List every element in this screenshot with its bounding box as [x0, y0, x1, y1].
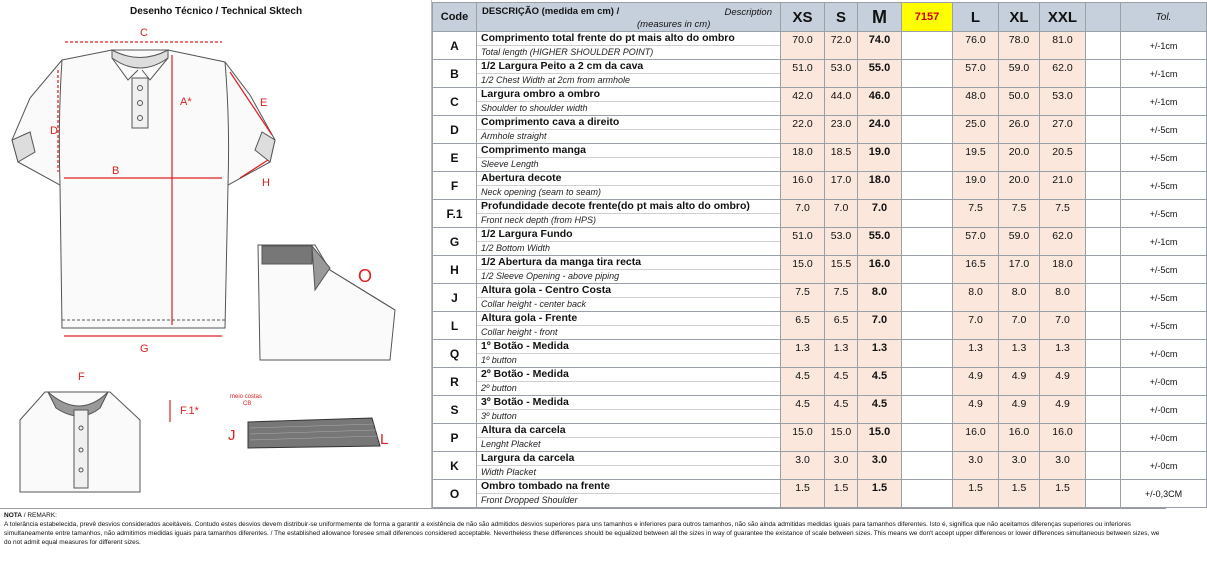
- row-description: [477, 368, 781, 396]
- value-l: 25.0: [953, 116, 999, 144]
- description-en: Sleeve Length: [481, 159, 539, 169]
- row-description: [477, 116, 781, 144]
- value-m: 3.0: [858, 452, 902, 480]
- value-m: 8.0: [858, 284, 902, 312]
- value-tolerance: +/-1cm: [1121, 88, 1207, 116]
- description-pt: Altura gola - Centro Costa: [477, 284, 780, 298]
- value-l: 3.0: [953, 452, 999, 480]
- header-blank: [1086, 3, 1121, 32]
- value-xxl: 4.9: [1040, 396, 1086, 424]
- row-description: [477, 424, 781, 452]
- value-m: 55.0: [858, 228, 902, 256]
- value-xxl: 3.0: [1040, 452, 1086, 480]
- row-code: P: [433, 424, 477, 452]
- row-description: [477, 340, 781, 368]
- value-l: 7.0: [953, 312, 999, 340]
- spec-table: [432, 2, 1207, 508]
- value-l: 57.0: [953, 60, 999, 88]
- table-row: [433, 424, 1207, 452]
- value-7157: [902, 480, 953, 508]
- value-xl: 1.5: [999, 480, 1040, 508]
- value-l: 19.0: [953, 172, 999, 200]
- table-row: [433, 480, 1207, 508]
- value-xl: 17.0: [999, 256, 1040, 284]
- value-s: 44.0: [825, 88, 858, 116]
- value-blank: [1086, 424, 1121, 452]
- value-xs: 15.0: [781, 256, 825, 284]
- value-s: 3.0: [825, 452, 858, 480]
- value-blank: [1086, 228, 1121, 256]
- value-tolerance: +/-0,3CM: [1121, 480, 1207, 508]
- value-xs: 51.0: [781, 228, 825, 256]
- description-en: Collar height - front: [481, 327, 558, 337]
- value-s: 23.0: [825, 116, 858, 144]
- description-en: Lenght Placket: [481, 439, 541, 449]
- label-g: G: [140, 343, 149, 355]
- header-size-s: S: [825, 3, 858, 32]
- value-xxl: 62.0: [1040, 60, 1086, 88]
- table-row: [433, 396, 1207, 424]
- value-tolerance: +/-0cm: [1121, 452, 1207, 480]
- notes-section: [4, 511, 1162, 547]
- value-tolerance: +/-5cm: [1121, 284, 1207, 312]
- value-l: 57.0: [953, 228, 999, 256]
- row-code: L: [433, 312, 477, 340]
- value-7157: [902, 284, 953, 312]
- description-pt: 1/2 Largura Peito a 2 cm da cava: [477, 60, 780, 74]
- value-blank: [1086, 312, 1121, 340]
- value-xl: 1.3: [999, 340, 1040, 368]
- header-size-xs: XS: [781, 3, 825, 32]
- row-code: E: [433, 144, 477, 172]
- value-xxl: 53.0: [1040, 88, 1086, 116]
- value-s: 1.5: [825, 480, 858, 508]
- value-m: 15.0: [858, 424, 902, 452]
- description-pt: Altura gola - Frente: [477, 312, 780, 326]
- value-tolerance: +/-1cm: [1121, 60, 1207, 88]
- header-highlight-7157: 7157: [902, 3, 953, 32]
- label-meio-costas: meio costas: [230, 394, 263, 400]
- value-xs: 7.0: [781, 200, 825, 228]
- notes-text: A tolerância estabelecida, prevê desvios considerados aceitáveis. Contudo estes desvios devem distribuir-se uniformemente de forma a garantir a existência de não são admitidos desvios superiores para uns tamanhos e inferiores para outros tamanhos, não são ainda admitidas medidas iguais para tamanhos diferentes. Isto é, significa que não aceitamos diferenças superiores ou inferiores simultaneamente entre tamanhos, não admitimos medidas iguais para tamanhos diferentes. / The established allowance foresee small diferences considered acceptable. Nevertheless these differences should be equalized between all the sizes in way of guarantee the existance of scale between sizes. This means we don't accept upper differences or lower differences simultaneous between sizes, we do not admit equal measures for different sizes.: [4, 521, 1160, 546]
- value-s: 7.5: [825, 284, 858, 312]
- value-l: 19.5: [953, 144, 999, 172]
- value-xl: 16.0: [999, 424, 1040, 452]
- description-en: Collar height - center back: [481, 299, 587, 309]
- header-code: Code: [433, 3, 477, 32]
- value-m: 46.0: [858, 88, 902, 116]
- row-code: G: [433, 228, 477, 256]
- description-pt: 1/2 Abertura da manga tira recta: [477, 256, 780, 270]
- value-7157: [902, 396, 953, 424]
- notes-heading-en: / REMARK:: [21, 512, 57, 519]
- description-en: 3º button: [481, 411, 517, 421]
- value-s: 7.0: [825, 200, 858, 228]
- value-7157: [902, 312, 953, 340]
- value-blank: [1086, 480, 1121, 508]
- value-xl: 20.0: [999, 172, 1040, 200]
- value-blank: [1086, 200, 1121, 228]
- value-l: 8.0: [953, 284, 999, 312]
- value-xl: 4.9: [999, 368, 1040, 396]
- table-row: [433, 200, 1207, 228]
- label-e: E: [260, 97, 268, 109]
- label-a: A*: [180, 96, 192, 108]
- value-s: 53.0: [825, 60, 858, 88]
- sketch-title: Desenho Técnico / Technical Sktech: [130, 6, 303, 17]
- value-7157: [902, 256, 953, 284]
- description-en: 1/2 Sleeve Opening - above piping: [481, 271, 620, 281]
- value-xs: 1.5: [781, 480, 825, 508]
- header-size-xl: XL: [999, 3, 1040, 32]
- label-d: D: [50, 125, 58, 137]
- value-blank: [1086, 32, 1121, 60]
- description-pt: 3º Botão - Medida: [477, 396, 780, 410]
- value-s: 72.0: [825, 32, 858, 60]
- value-l: 1.3: [953, 340, 999, 368]
- value-s: 4.5: [825, 396, 858, 424]
- row-code: B: [433, 60, 477, 88]
- value-7157: [902, 228, 953, 256]
- description-pt: Comprimento manga: [477, 144, 780, 158]
- value-xl: 59.0: [999, 60, 1040, 88]
- table-row: [433, 60, 1207, 88]
- table-row: [433, 228, 1207, 256]
- value-blank: [1086, 284, 1121, 312]
- value-m: 4.5: [858, 396, 902, 424]
- table-row: [433, 256, 1207, 284]
- table-header: [433, 3, 1207, 32]
- row-description: [477, 284, 781, 312]
- value-blank: [1086, 340, 1121, 368]
- value-7157: [902, 116, 953, 144]
- value-xl: 4.9: [999, 396, 1040, 424]
- value-l: 48.0: [953, 88, 999, 116]
- value-7157: [902, 88, 953, 116]
- value-xs: 42.0: [781, 88, 825, 116]
- row-description: [477, 452, 781, 480]
- description-pt: Comprimento cava a direito: [477, 116, 780, 130]
- row-code: J: [433, 284, 477, 312]
- header-size-xxl: XXL: [1040, 3, 1086, 32]
- value-s: 17.0: [825, 172, 858, 200]
- description-pt: 1º Botão - Medida: [477, 340, 780, 354]
- label-l: L: [380, 431, 389, 448]
- description-en: 1/2 Chest Width at 2cm from armhole: [481, 75, 630, 85]
- label-cb: CB: [243, 401, 252, 407]
- value-blank: [1086, 172, 1121, 200]
- table-row: [433, 172, 1207, 200]
- description-pt: 1/2 Largura Fundo: [477, 228, 780, 242]
- value-xl: 3.0: [999, 452, 1040, 480]
- value-tolerance: +/-5cm: [1121, 200, 1207, 228]
- value-7157: [902, 172, 953, 200]
- value-s: 18.5: [825, 144, 858, 172]
- value-m: 24.0: [858, 116, 902, 144]
- row-description: [477, 480, 781, 508]
- header-size-m: M: [858, 3, 902, 32]
- label-h: H: [262, 177, 270, 189]
- value-tolerance: +/-5cm: [1121, 172, 1207, 200]
- table-row: [433, 144, 1207, 172]
- description-pt: Ombro tombado na frente: [477, 480, 780, 494]
- notes-heading: NOTA: [4, 512, 22, 519]
- value-l: 7.5: [953, 200, 999, 228]
- value-xs: 1.3: [781, 340, 825, 368]
- value-xl: 59.0: [999, 228, 1040, 256]
- row-code: C: [433, 88, 477, 116]
- value-blank: [1086, 116, 1121, 144]
- label-b: B: [112, 165, 120, 177]
- row-description: [477, 172, 781, 200]
- row-description: [477, 200, 781, 228]
- description-pt: 2º Botão - Medida: [477, 368, 780, 382]
- description-en: Front Dropped Shoulder: [481, 495, 578, 505]
- row-code: R: [433, 368, 477, 396]
- table-row: [433, 32, 1207, 60]
- value-m: 4.5: [858, 368, 902, 396]
- row-description: [477, 32, 781, 60]
- value-l: 16.5: [953, 256, 999, 284]
- value-tolerance: +/-5cm: [1121, 116, 1207, 144]
- table-row: [433, 368, 1207, 396]
- value-m: 19.0: [858, 144, 902, 172]
- value-m: 18.0: [858, 172, 902, 200]
- row-code: F.1: [433, 200, 477, 228]
- value-blank: [1086, 256, 1121, 284]
- value-blank: [1086, 60, 1121, 88]
- value-l: 16.0: [953, 424, 999, 452]
- row-description: [477, 144, 781, 172]
- row-code: H: [433, 256, 477, 284]
- value-xs: 18.0: [781, 144, 825, 172]
- value-xs: 51.0: [781, 60, 825, 88]
- value-tolerance: +/-5cm: [1121, 256, 1207, 284]
- value-xxl: 81.0: [1040, 32, 1086, 60]
- value-xxl: 27.0: [1040, 116, 1086, 144]
- value-m: 7.0: [858, 200, 902, 228]
- value-xl: 50.0: [999, 88, 1040, 116]
- value-xxl: 1.5: [1040, 480, 1086, 508]
- row-code: S: [433, 396, 477, 424]
- header-description: DESCRIÇÃO (medida em cm) / (measures in cm) Description: [477, 3, 781, 32]
- header-tolerance: Tol.: [1121, 3, 1207, 32]
- value-xl: 8.0: [999, 284, 1040, 312]
- row-code: Q: [433, 340, 477, 368]
- value-xs: 3.0: [781, 452, 825, 480]
- row-code: K: [433, 452, 477, 480]
- value-xxl: 7.5: [1040, 200, 1086, 228]
- label-j: J: [228, 427, 236, 444]
- value-s: 15.0: [825, 424, 858, 452]
- value-7157: [902, 340, 953, 368]
- technical-sketch-panel: [0, 0, 432, 508]
- value-xs: 15.0: [781, 424, 825, 452]
- value-s: 6.5: [825, 312, 858, 340]
- label-c: C: [140, 27, 148, 39]
- value-tolerance: +/-5cm: [1121, 312, 1207, 340]
- value-blank: [1086, 368, 1121, 396]
- value-m: 1.3: [858, 340, 902, 368]
- description-pt: Altura da carcela: [477, 424, 780, 438]
- value-s: 4.5: [825, 368, 858, 396]
- table-row: [433, 116, 1207, 144]
- value-blank: [1086, 88, 1121, 116]
- value-xs: 4.5: [781, 368, 825, 396]
- value-blank: [1086, 452, 1121, 480]
- value-l: 1.5: [953, 480, 999, 508]
- value-7157: [902, 368, 953, 396]
- description-pt: Comprimento total frente do pt mais alto do ombro: [477, 32, 780, 46]
- description-en: 2º button: [481, 383, 517, 393]
- value-tolerance: +/-0cm: [1121, 424, 1207, 452]
- value-s: 1.3: [825, 340, 858, 368]
- value-xxl: 4.9: [1040, 368, 1086, 396]
- label-o: O: [358, 266, 373, 286]
- value-m: 7.0: [858, 312, 902, 340]
- label-f: F: [78, 371, 85, 383]
- description-en: Total length (HIGHER SHOULDER POINT): [481, 47, 654, 57]
- value-tolerance: +/-0cm: [1121, 368, 1207, 396]
- value-m: 55.0: [858, 60, 902, 88]
- description-pt: Largura da carcela: [477, 452, 780, 466]
- value-7157: [902, 452, 953, 480]
- description-en: 1º button: [481, 355, 517, 365]
- value-tolerance: +/-0cm: [1121, 396, 1207, 424]
- row-code: F: [433, 172, 477, 200]
- value-7157: [902, 144, 953, 172]
- header-size-l: L: [953, 3, 999, 32]
- value-xxl: 1.3: [1040, 340, 1086, 368]
- value-tolerance: +/-0cm: [1121, 340, 1207, 368]
- value-xl: 26.0: [999, 116, 1040, 144]
- value-xxl: 16.0: [1040, 424, 1086, 452]
- value-7157: [902, 424, 953, 452]
- value-tolerance: +/-1cm: [1121, 228, 1207, 256]
- table-row: [433, 88, 1207, 116]
- value-s: 53.0: [825, 228, 858, 256]
- value-tolerance: +/-5cm: [1121, 144, 1207, 172]
- value-xs: 16.0: [781, 172, 825, 200]
- row-description: [477, 396, 781, 424]
- value-xs: 7.5: [781, 284, 825, 312]
- description-en: Front neck depth (from HPS): [481, 215, 597, 225]
- value-blank: [1086, 144, 1121, 172]
- value-xs: 70.0: [781, 32, 825, 60]
- polo-technical-sketch: [0, 0, 432, 508]
- table-row: [433, 312, 1207, 340]
- row-code: D: [433, 116, 477, 144]
- value-tolerance: +/-1cm: [1121, 32, 1207, 60]
- value-xs: 4.5: [781, 396, 825, 424]
- value-xxl: 7.0: [1040, 312, 1086, 340]
- row-description: [477, 60, 781, 88]
- label-f1: F.1*: [180, 405, 199, 417]
- value-s: 15.5: [825, 256, 858, 284]
- value-blank: [1086, 396, 1121, 424]
- value-xl: 78.0: [999, 32, 1040, 60]
- description-en: Armhole straight: [481, 131, 547, 141]
- value-xl: 20.0: [999, 144, 1040, 172]
- value-xl: 7.0: [999, 312, 1040, 340]
- row-description: [477, 256, 781, 284]
- row-code: O: [433, 480, 477, 508]
- value-xxl: 18.0: [1040, 256, 1086, 284]
- description-pt: Abertura decote: [477, 172, 780, 186]
- description-en: Width Placket: [481, 467, 536, 477]
- value-m: 1.5: [858, 480, 902, 508]
- value-xxl: 62.0: [1040, 228, 1086, 256]
- value-l: 4.9: [953, 368, 999, 396]
- value-l: 4.9: [953, 396, 999, 424]
- description-pt: Profundidade decote frente(do pt mais alto do ombro): [477, 200, 780, 214]
- value-7157: [902, 60, 953, 88]
- value-m: 74.0: [858, 32, 902, 60]
- value-xxl: 21.0: [1040, 172, 1086, 200]
- value-xs: 22.0: [781, 116, 825, 144]
- table-row: [433, 452, 1207, 480]
- description-en: Shoulder to shoulder width: [481, 103, 588, 113]
- value-7157: [902, 200, 953, 228]
- value-7157: [902, 32, 953, 60]
- row-description: [477, 88, 781, 116]
- value-xs: 6.5: [781, 312, 825, 340]
- description-en: 1/2 Bottom Width: [481, 243, 550, 253]
- value-m: 16.0: [858, 256, 902, 284]
- value-xl: 7.5: [999, 200, 1040, 228]
- description-en: Neck opening (seam to seam): [481, 187, 602, 197]
- row-description: [477, 312, 781, 340]
- row-description: [477, 228, 781, 256]
- description-pt: Largura ombro a ombro: [477, 88, 780, 102]
- table-row: [433, 284, 1207, 312]
- row-code: A: [433, 32, 477, 60]
- table-row: [433, 340, 1207, 368]
- value-xxl: 8.0: [1040, 284, 1086, 312]
- value-l: 76.0: [953, 32, 999, 60]
- value-xxl: 20.5: [1040, 144, 1086, 172]
